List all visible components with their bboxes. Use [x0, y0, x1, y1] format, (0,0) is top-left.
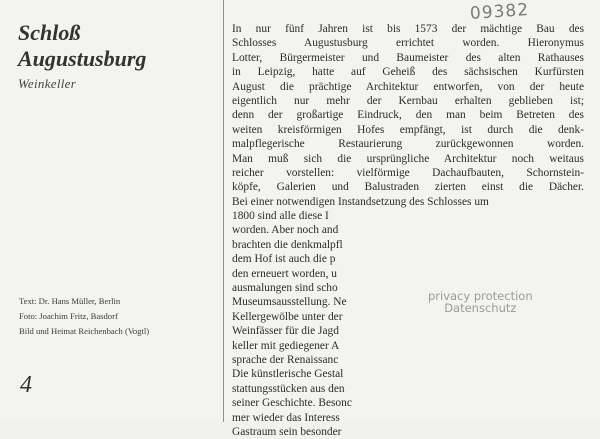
- body-line: dem Hof ist auch die p: [232, 253, 336, 266]
- body-line: malpflegerische Restaurierung zurückgewonnen worden.: [232, 138, 584, 151]
- title-line-2: Augustusburg: [18, 46, 147, 71]
- body-line: eigentlich nur mehr der Kernbau erhalten geblieben ist;: [232, 94, 584, 107]
- body-line: Bei einer notwendigen Instandsetzung des Schlosses um: [232, 195, 489, 208]
- body-line: ausmalungen sind scho: [232, 282, 338, 295]
- title-line-1: Schloß: [18, 20, 81, 45]
- body-line: Museumsausstellung. Ne: [232, 296, 347, 309]
- body-line: den erneuert worden, u: [232, 267, 338, 280]
- body-line: weiten kreisförmigen Hofes empfängt, ist durch die denk-: [232, 123, 584, 136]
- watermark-line-1: privacy protection: [428, 289, 533, 303]
- credits-block: [19, 294, 149, 339]
- body-line: In nur fünf Jahren ist bis 1573 der mächtige Bau des: [232, 23, 584, 35]
- body-line: reicher vorstellen: vielförmige Dachaufbauten, Schornstein-: [232, 166, 584, 179]
- body-line: in Leipzig, hatte auf Geheiß des sächsischen Kurfürsten: [232, 66, 584, 79]
- body-line: Lotter, Bürgermeister und Baumeister des alten Rathauses: [232, 51, 584, 64]
- body-line: 1800 sind alle diese I: [232, 210, 329, 223]
- body-line: brachten die denkmalpfl: [232, 238, 343, 251]
- card-subtitle: Weinkeller: [18, 76, 77, 91]
- handwritten-number: 09382: [469, 0, 530, 25]
- body-line: sprache der Renaissanc: [232, 353, 339, 366]
- body-line: keller mit gediegener A: [232, 339, 340, 352]
- body-line: denn der großartige Eindruck, den man beim Betreten des: [232, 109, 584, 122]
- credit-photo: Foto: Joachim Fritz, Basdorf: [19, 311, 118, 321]
- credit-text: Text: Dr. Hans Müller, Berlin: [19, 296, 121, 306]
- body-line: mer wieder das Interess: [232, 411, 340, 424]
- body-text: [232, 22, 584, 439]
- body-line: August die prächtige Architektur entworfen, von der heute: [232, 80, 584, 93]
- body-line: Die künstlerische Gestal: [232, 368, 344, 381]
- credit-publisher: Bild und Heimat Reichenbach (Vogtl): [19, 326, 150, 336]
- vertical-divider: [223, 0, 224, 422]
- body-line: Kellergewölbe unter der: [232, 310, 343, 323]
- body-line: Schlosses Augustusburg errichtet worden. Hieronymus: [232, 37, 584, 50]
- body-line: köpfe, Galerien und Balustraden zierten einst die Dächer.: [232, 181, 584, 194]
- body-line: seiner Geschichte. Besonc: [232, 397, 352, 410]
- body-line: Gastraum sein besonder: [232, 425, 342, 438]
- watermark-line-2: Datenschutz: [444, 301, 517, 315]
- page-number: 4: [20, 372, 32, 398]
- body-line: Man muß sich die ursprüngliche Architektur noch weitaus: [232, 152, 584, 165]
- body-line: Weinfässer für die Jagd: [232, 325, 339, 338]
- card-title: [18, 20, 146, 72]
- body-line: worden. Aber noch and: [232, 224, 339, 237]
- body-line: stattungsstücken aus den: [232, 382, 345, 395]
- privacy-watermark: [428, 290, 533, 314]
